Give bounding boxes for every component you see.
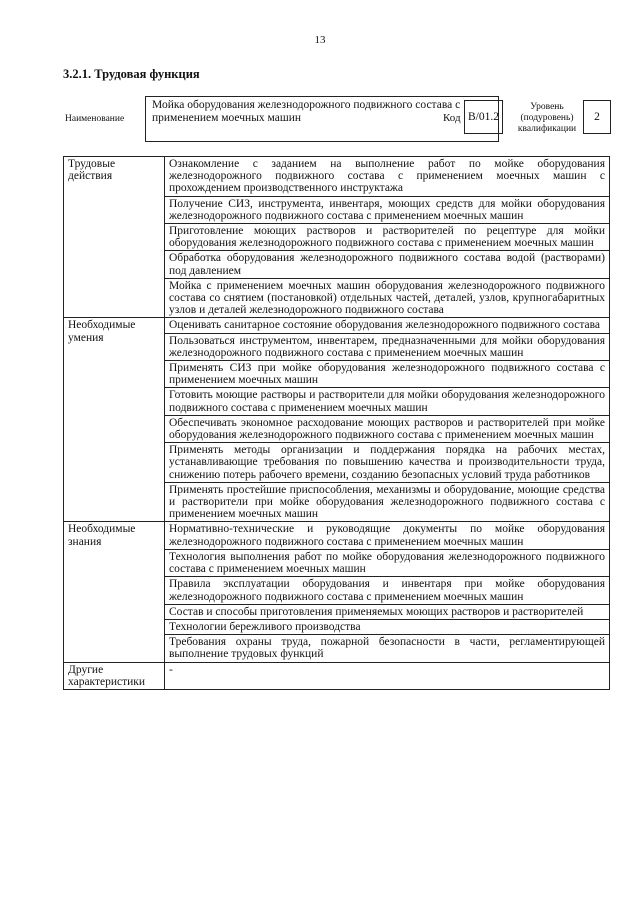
page-number: 13 [314,34,326,46]
table-cell-item: Технологии бережливого производства [165,619,610,634]
table-cell-item: Обработка оборудования железнодорожного подвижного состава водой (растворами) под давлением [165,251,610,278]
table-cell-item: - [165,662,610,689]
category-label: Необходимые умения [64,318,165,522]
table-cell-item: Технология выполнения работ по мойке оборудования железнодорожного подвижного состава с применением моечных машин [165,549,610,576]
code-value: B/01.2 [464,100,503,134]
table-cell-item: Применять простейшие приспособления, механизмы и оборудование, моющие средства и растворители при мойке оборудования железнодорожного подвижного состава с применением моечных машин [165,482,610,522]
level-label: Уровень (подуровень) квалификации [517,102,577,134]
table-cell-item: Состав и способы приготовления применяемых моющих растворов и растворителей [165,604,610,619]
table-row [64,157,610,197]
name-value: Мойка оборудования железнодорожного подвижного состава с применением моечных машин [145,96,499,142]
table-cell-item: Мойка с применением моечных машин оборудования железнодорожного подвижного состава со снятием (постановкой) отдельных частей, деталей, узлов, крупногабаритных узлов и деталей железнодорожного подвижного состава [165,278,610,318]
level-value: 2 [583,100,611,134]
table-cell-item: Получение СИЗ, инструмента, инвентаря, моющих средств для мойки оборудования железнодорожного подвижного состава с применением моечных машин [165,196,610,223]
name-label: Наименование [65,114,125,124]
table-cell-item: Применять СИЗ при мойке оборудования железнодорожного подвижного состава с применением моечных машин [165,361,610,388]
section-title: 3.2.1. Трудовая функция [63,67,200,81]
function-header [63,96,611,142]
category-label: Трудовые действия [64,157,165,318]
table-cell-item: Ознакомление с заданием на выполнение работ по мойке оборудования железнодорожного подвижного состава с применением моечных машин с прохождением производственного инструктажа [165,157,610,197]
category-label: Необходимые знания [64,522,165,662]
table-row [64,318,610,333]
table-cell-item: Пользоваться инструментом, инвентарем, предназначенными для мойки оборудования железнодорожного подвижного состава с применением моечных машин [165,333,610,360]
table-row [64,662,610,689]
table-cell-item: Правила эксплуатации оборудования и инвентаря при мойке оборудования железнодорожного подвижного состава с применением моечных машин [165,577,610,604]
table-cell-item: Нормативно-технические и руководящие документы по мойке оборудования железнодорожного подвижного состава с применением моечных машин [165,522,610,549]
table-row [64,522,610,549]
table-cell-item: Оценивать санитарное состояние оборудования железнодорожного подвижного состава [165,318,610,333]
code-label: Код [443,112,461,124]
table-cell-item: Обеспечивать экономное расходование моющих растворов и растворителей при мойке оборудования железнодорожного подвижного состава с применением моечных машин [165,415,610,442]
table-cell-item: Применять методы организации и поддержания порядка на рабочих местах, устанавливающие требования по повышению качества и производительности труда, снижению потерь рабочего времени, созданию безопасных условий труда работников [165,443,610,483]
table-cell-item: Приготовление моющих растворов и растворителей по рецептуре для мойки оборудования железнодорожного подвижного состава с применением моечных машин [165,224,610,251]
function-table [63,156,610,690]
table-cell-item: Готовить моющие растворы и растворители для мойки оборудования железнодорожного подвижного состава с применением моечных машин [165,388,610,415]
table-cell-item: Требования охраны труда, пожарной безопасности в части, регламентирующей выполнение трудовых функций [165,635,610,662]
category-label: Другие характеристики [64,662,165,689]
